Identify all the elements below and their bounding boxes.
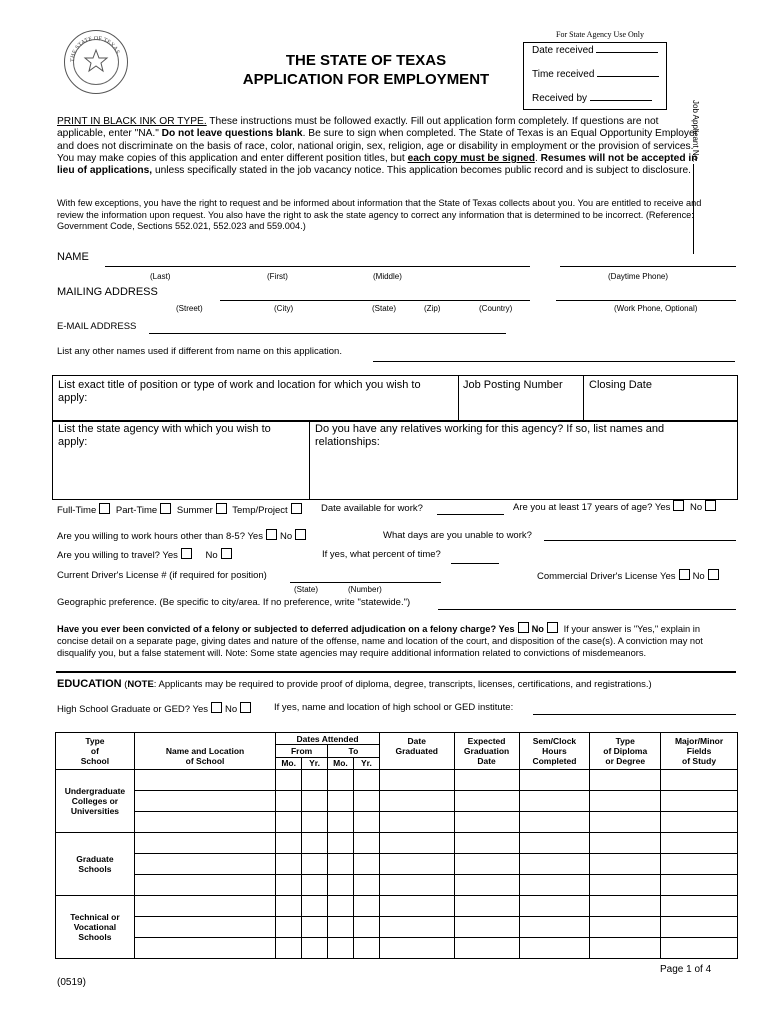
- cdl-yes-checkbox[interactable]: [679, 569, 690, 580]
- mailing-address-field[interactable]: [220, 300, 530, 301]
- travel-no-checkbox[interactable]: [221, 548, 232, 559]
- form-code: (0519): [57, 977, 86, 988]
- part-time-checkbox[interactable]: [160, 503, 171, 514]
- education-heading: EDUCATION (NOTE: Applicants may be required to provide proof of diploma, degree, transcripts, licenses, certifications, and registrations.): [57, 678, 652, 690]
- undergrad-category: Undergraduate Colleges or Universities: [56, 770, 135, 833]
- daytime-phone-field[interactable]: [560, 266, 736, 267]
- name-label: NAME: [57, 251, 89, 263]
- age17-yes-checkbox[interactable]: [673, 500, 684, 511]
- travel-percent-label: If yes, what percent of time?: [322, 549, 441, 560]
- email-field[interactable]: [149, 333, 506, 334]
- name-field[interactable]: [105, 266, 530, 267]
- closing-date-label: Closing Date: [589, 379, 652, 391]
- form-title-line2: APPLICATION FOR EMPLOYMENT: [242, 71, 490, 88]
- technical-category: Technical or Vocational Schools: [56, 896, 135, 959]
- high-school-question: High School Graduate or GED? Yes No: [57, 702, 254, 715]
- country-caption: (Country): [479, 304, 513, 313]
- relatives-label: Do you have any relatives working for this agency? If so, list names and relationships:: [315, 423, 665, 448]
- other-hours-yes-checkbox[interactable]: [266, 529, 277, 540]
- other-hours-no-checkbox[interactable]: [295, 529, 306, 540]
- summer-checkbox[interactable]: [216, 503, 227, 514]
- time-received-label: Time received: [532, 69, 595, 80]
- middle-caption: (Middle): [373, 272, 402, 281]
- city-caption: (City): [274, 304, 294, 313]
- instructions-paragraph: PRINT IN BLACK INK OR TYPE. These instructions must be followed exactly. Fill out application form completely. If questions are not applicable, enter "NA." Do not leave questions blank. Be sure to sign when completed. The State of Texas is an Equal Opportunity Employer and does not discriminate on the basis of race, color, national origin, sex, religion, age or disability in employment or the provision of services. You may make copies of this application and enter different position titles, but each copy must be signed. Resumes will not be accepted in lieu of applications, unless specifically stated in the job vacancy notice. This application becomes public record and is subject to disclosure.: [57, 116, 699, 177]
- job-applicant-no-label: Job Applicant No.: [691, 100, 700, 254]
- texas-seal-logo: [64, 30, 128, 94]
- geographic-field[interactable]: [438, 609, 736, 610]
- date-available-label: Date available for work?: [321, 503, 423, 514]
- position-title-label: List exact title of position or type of work and location for which you wish to apply:: [58, 379, 421, 404]
- other-hours-question: Are you willing to work hours other than 8-5? Yes No: [57, 529, 309, 542]
- travel-percent-field[interactable]: [451, 563, 499, 564]
- temp-project-checkbox[interactable]: [291, 503, 302, 514]
- state-agency-label: List the state agency with which you wish to apply:: [58, 423, 271, 448]
- hs-no-checkbox[interactable]: [240, 702, 251, 713]
- days-unable-label: What days are you unable to work?: [383, 530, 532, 541]
- form-title-line1: THE STATE OF TEXAS: [285, 52, 447, 69]
- travel-yes-checkbox[interactable]: [181, 548, 192, 559]
- cdl-no-checkbox[interactable]: [708, 569, 719, 580]
- employment-type-row: Full-Time Part-Time Summer Temp/Project: [57, 503, 305, 516]
- geographic-label: Geographic preference. (Be specific to city/area. If no preference, write "statewide."): [57, 597, 411, 608]
- svg-text:THE STATE OF TEXAS: THE STATE OF TEXAS: [69, 35, 121, 63]
- work-phone-caption: (Work Phone, Optional): [614, 304, 698, 313]
- graduate-category: Graduate Schools: [56, 833, 135, 896]
- agency-use-label: For State Agency Use Only: [556, 30, 644, 39]
- travel-question: Are you willing to travel? Yes No: [57, 548, 235, 561]
- date-available-field[interactable]: [437, 514, 504, 515]
- hs-name-field[interactable]: [533, 714, 736, 715]
- hs-if-yes-label: If yes, name and location of high school or GED institute:: [274, 702, 514, 713]
- other-names-field[interactable]: [373, 361, 735, 362]
- received-by-label: Received by: [532, 93, 588, 104]
- daytime-phone-caption: (Daytime Phone): [608, 272, 669, 281]
- street-caption: (Street): [176, 304, 203, 313]
- state-caption: (State): [372, 304, 397, 313]
- agency-use-box: [523, 42, 667, 110]
- dl-number-caption: (Number): [348, 585, 382, 594]
- email-label: E-MAIL ADDRESS: [57, 321, 137, 332]
- education-table: Type of School Name and Location of School Dates Attended Date Graduated Expected Graduation Date Sem/Clock Hours Completed Type of Diploma or Degree Major/Minor Fields of Study From To Mo. Yr. Mo. Yr. Undergraduate Colleges or Universities Graduate Schools Technical or Vocational Schools: [55, 732, 738, 959]
- age17-no-checkbox[interactable]: [705, 500, 716, 511]
- felony-no-checkbox[interactable]: [547, 622, 558, 633]
- full-time-checkbox[interactable]: [99, 503, 110, 514]
- other-names-label: List any other names used if different from name on this application.: [57, 346, 342, 357]
- days-unable-field[interactable]: [544, 540, 736, 541]
- felony-yes-checkbox[interactable]: [518, 622, 529, 633]
- date-received-label: Date received: [532, 45, 594, 56]
- drivers-license-label: Current Driver's License # (if required for position): [57, 570, 267, 581]
- privacy-paragraph: With few exceptions, you have the right to request and be informed about information that the State of Texas collects about you. You are entitled to receive and review the information upon request. You also have the right to ask the state agency to correct any information that is determined to be incorrect. (Reference: Government Code, Sections 552.021, 552.023 and 559.004.): [57, 198, 702, 231]
- hs-yes-checkbox[interactable]: [211, 702, 222, 713]
- first-caption: (First): [267, 272, 288, 281]
- mailing-address-label: MAILING ADDRESS: [57, 286, 158, 298]
- zip-caption: (Zip): [424, 304, 441, 313]
- job-posting-label: Job Posting Number: [463, 379, 563, 391]
- age17-question: Are you at least 17 years of age? Yes No: [513, 500, 719, 513]
- felony-question: Have you ever been convicted of a felony or subjected to deferred adjudication on a felony charge? Yes No If your answer is "Yes," explain in concise detail on a separate page, giving dates and nature of the offense, name and location of the court, and disposition of the case(s). A conviction may not disqualify you, but a false statement will. Note: Some state agencies may require additional information related to convictions of misdemeanors.: [57, 624, 703, 658]
- dl-state-caption: (State): [294, 585, 319, 594]
- cdl-question: Commercial Driver's License Yes No: [537, 569, 722, 582]
- drivers-license-field[interactable]: [290, 582, 441, 583]
- page-number: Page 1 of 4: [660, 964, 712, 975]
- work-phone-field[interactable]: [556, 300, 736, 301]
- last-caption: (Last): [150, 272, 171, 281]
